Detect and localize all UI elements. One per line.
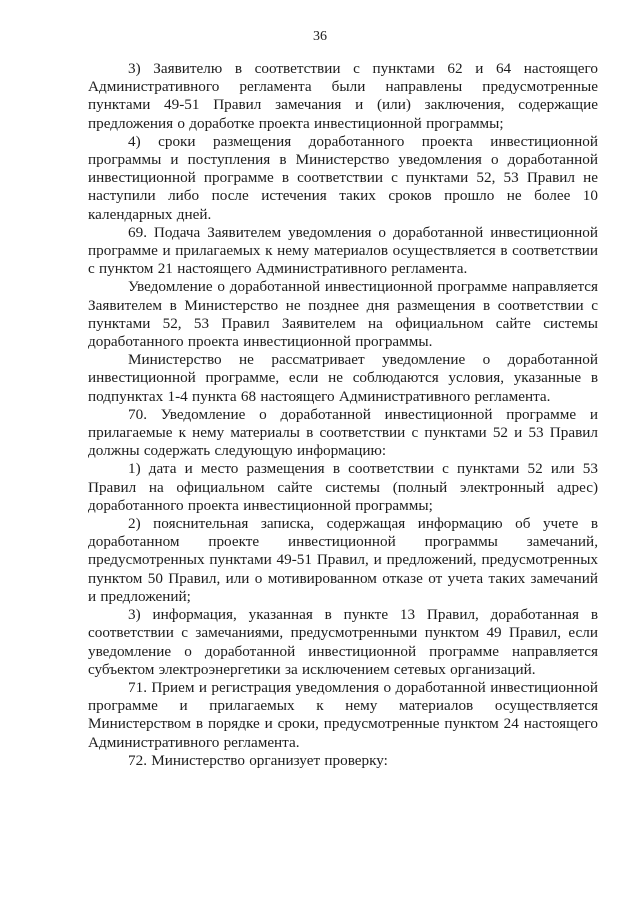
page-number: 36 xyxy=(313,29,327,44)
paragraph-72: 72. Министерство организует проверку: xyxy=(128,751,388,769)
paragraph-70: 70. Уведомление о доработанной инвестиционной программе и прилагаемые к нему материалы в соответствии с пунктами 52 и 53 Правил должны содержать следующую информацию: xyxy=(88,405,598,460)
paragraph-70-item-2: 2) пояснительная записка, содержащая информацию об учете в доработанном проекте инвестиционной программы замечаний, предусмотренных пунктами 49-51 Правил, и предложений, предусмотренных пунктом 50 Правил, или о мотивированном отказе от учета таких замечаний и предложений; xyxy=(88,515,598,605)
paragraph-item-3: 3) Заявителю в соответствии с пунктами 62 и 64 настоящего Административного регламента были направлены предусмотренные пунктами 49-51 Правил замечания и (или) заключения, содержащие предложения о доработке проекта инвестиционной программы; xyxy=(88,60,598,132)
paragraph-70-item-1: 1) дата и место размещения в соответствии с пунктами 52 или 53 Правил на официальном сайте системы (полный электронный адрес) доработанного проекта инвестиционной программы; xyxy=(88,460,598,514)
paragraph-item-4: 4) сроки размещения доработанного проекта инвестиционной программы и поступления в Министерство уведомления о доработанной инвестиционной программе в соответствии с пунктами 52, 53 Правил не наступили либо после истечения таких сроков прошло не более 10 календарных дней. xyxy=(88,132,598,223)
paragraph-ministry-not-considering: Министерство не рассматривает уведомление о доработанной инвестиционной программе, если не соблюдаются условия, указанные в подпунктах 1-4 пункта 68 настоящего Административного регламента. xyxy=(88,351,598,405)
paragraph-71: 71. Прием и регистрация уведомления о доработанной инвестиционной программе и прилагаемых к нему материалов осуществляется Министерством в порядке и сроки, предусмотренные пунктом 24 настоящего Административного регламента. xyxy=(88,678,598,751)
paragraph-69: 69. Подача Заявителем уведомления о доработанной инвестиционной программе и прилагаемых к нему материалов осуществляется в соответствии с пунктом 21 настоящего Административного регламента. xyxy=(88,223,598,278)
document-body xyxy=(88,60,598,770)
paragraph-70-item-3: 3) информация, указанная в пункте 13 Правил, доработанная в соответствии с замечаниями, предусмотренными пунктом 49 Правил, если уведомление о доработанной инвестиционной программе направляется субъектом электроэнергетики за исключением сетевых организаций. xyxy=(88,606,598,678)
paragraph-notification-deadline: Уведомление о доработанной инвестиционной программе направляется Заявителем в Министерство не позднее дня размещения в соответствии с пунктами 52, 53 Правил Заявителем на официальном сайте системы доработанного проекта инвестиционной программы. xyxy=(88,278,598,351)
